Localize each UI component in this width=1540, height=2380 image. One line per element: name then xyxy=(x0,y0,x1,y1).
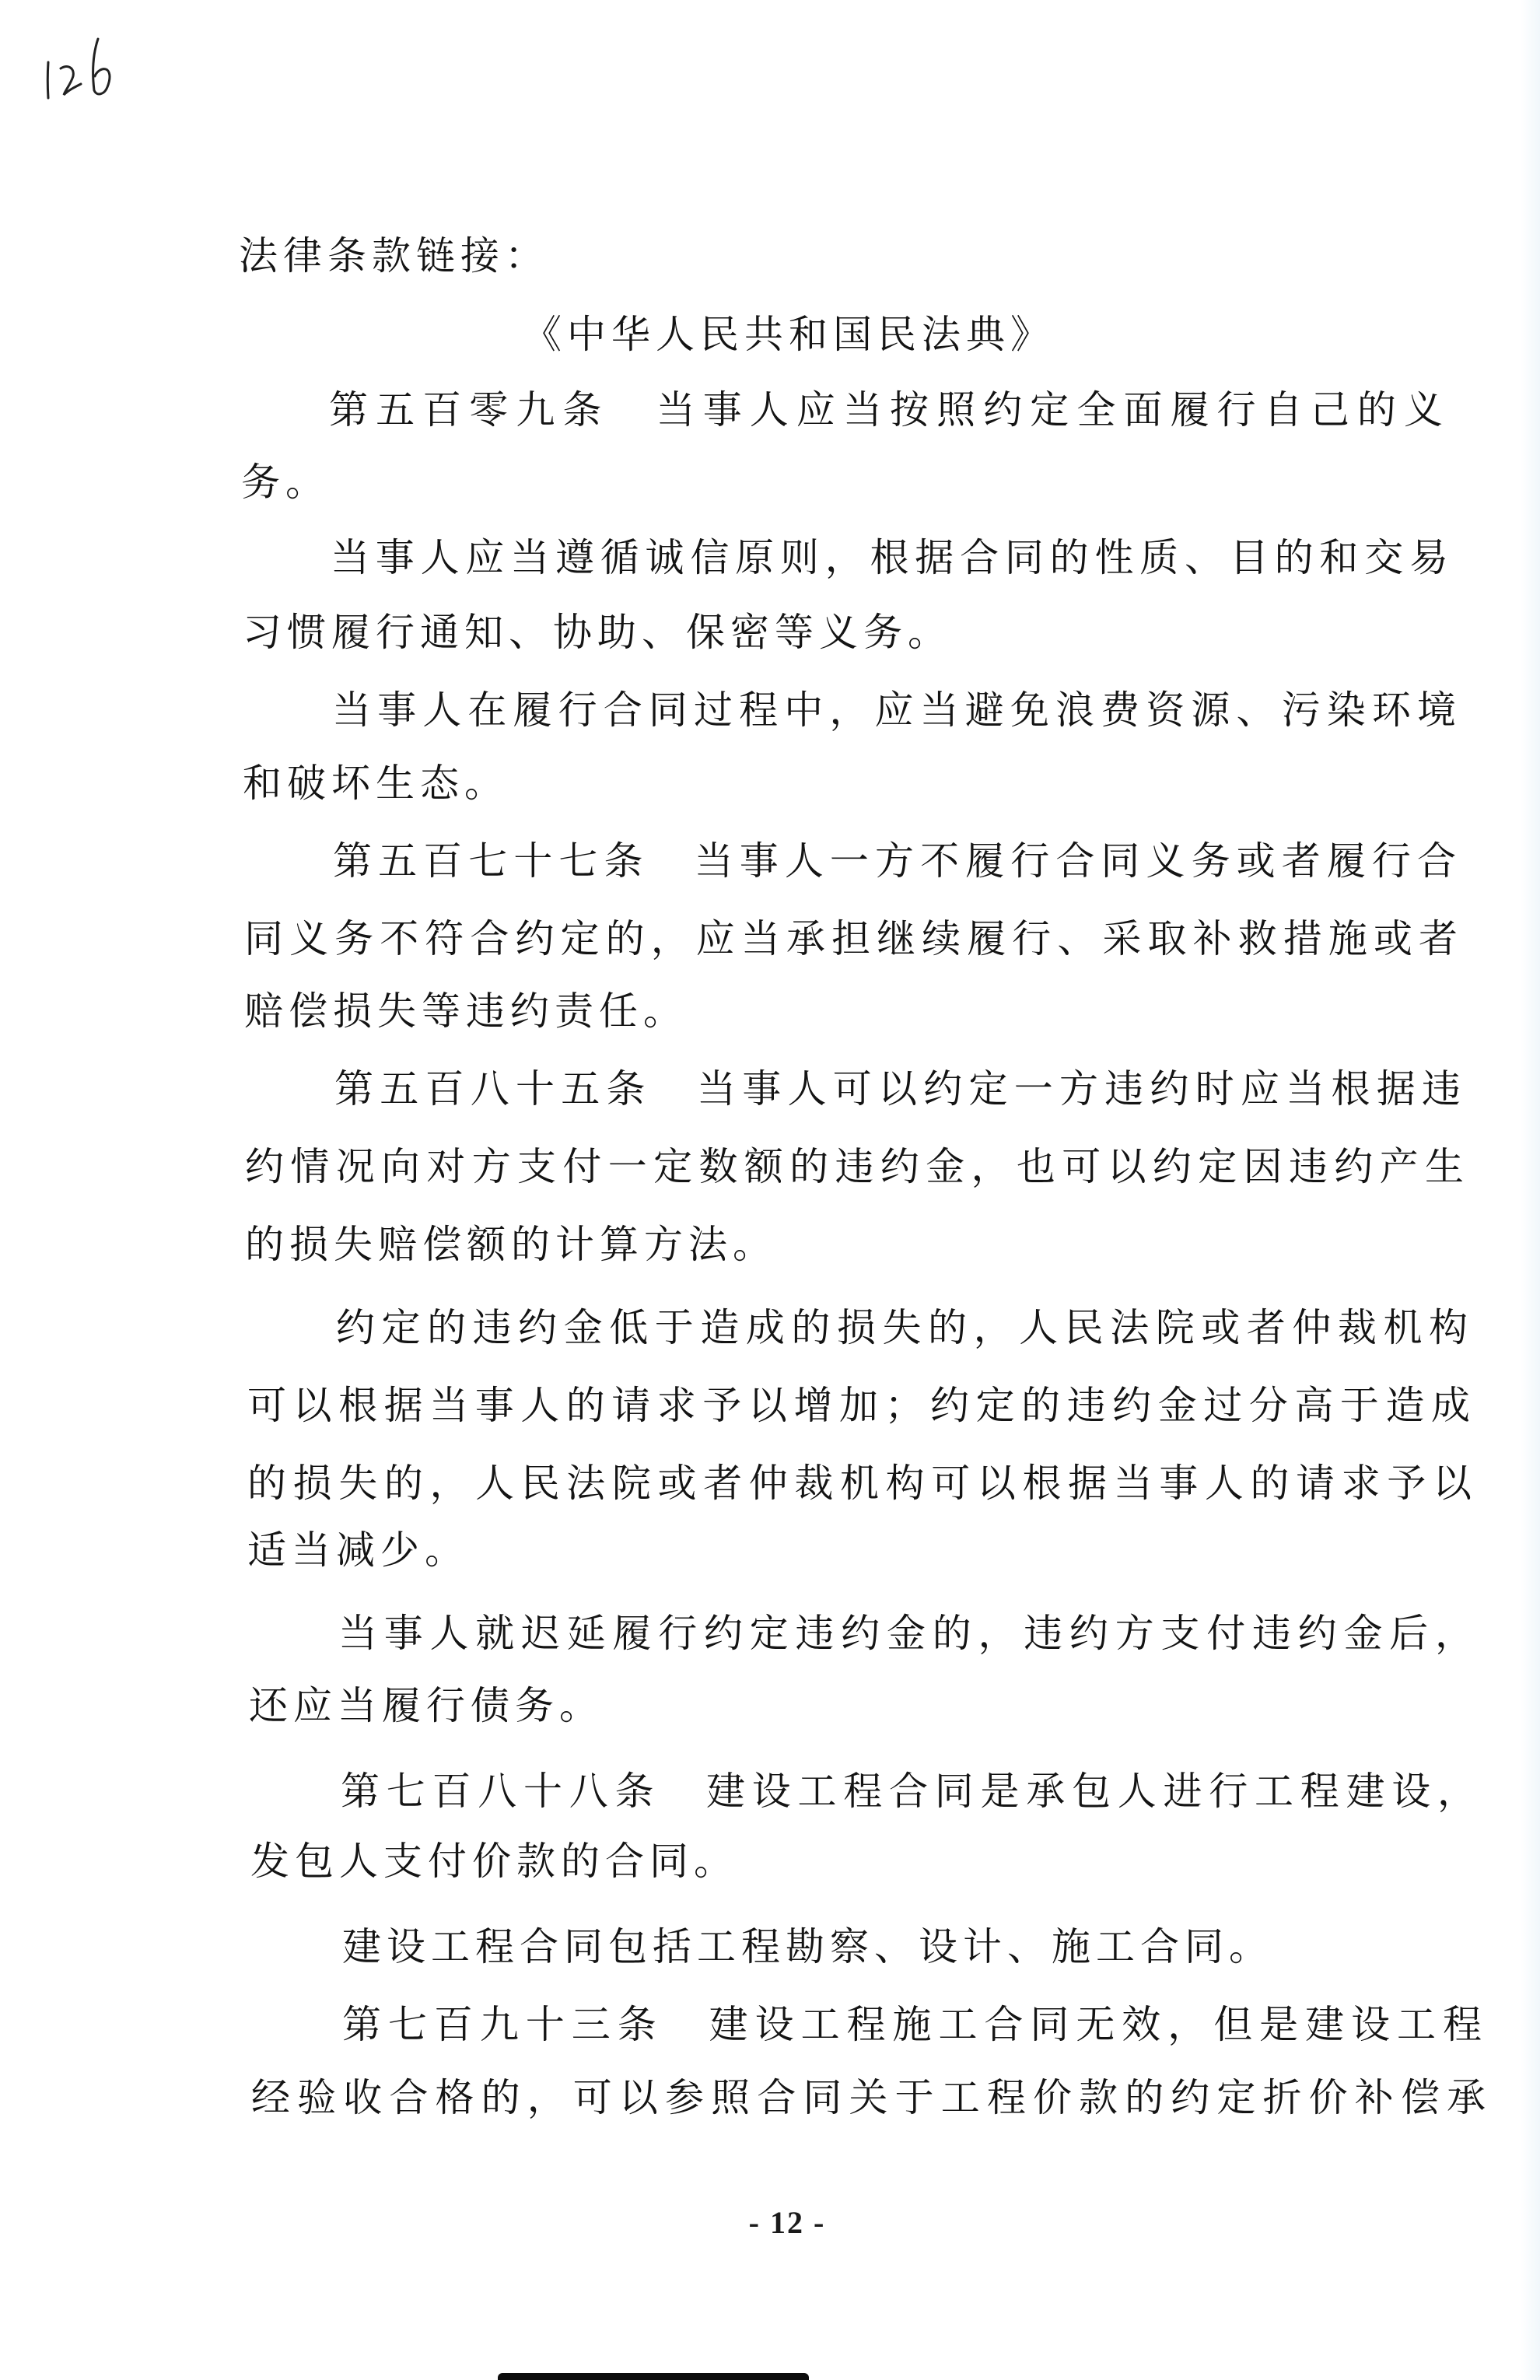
text-line: 可以根据当事人的请求予以增加；约定的违约金过分高于造成 xyxy=(247,1383,1470,1428)
text-line: 经验收合格的，可以参照合同关于工程价款的约定折价补偿承 xyxy=(251,2075,1486,2120)
text-line: 的损失赔偿额的计算方法。 xyxy=(245,1222,777,1267)
text-line: 适当减少。 xyxy=(247,1528,469,1573)
law-title: 《中华人民共和国民法典》 xyxy=(523,312,1055,357)
text-line: 第五百七十七条 当事人一方不履行合同义务或者履行合 xyxy=(333,838,1456,884)
text-line: 约定的违约金低于造成的损失的，人民法院或者仲裁机构 xyxy=(336,1305,1468,1350)
text-line: 当事人就迟延履行约定违约金的，违约方支付违约金后， xyxy=(338,1611,1474,1656)
section-heading: 法律条款链接： xyxy=(239,233,549,278)
text-line: 的损失的，人民法院或者仲裁机构可以根据当事人的请求予以 xyxy=(247,1461,1472,1506)
text-line: 习惯履行通知、协助、保密等义务。 xyxy=(243,610,952,655)
text-line: 第五百零九条 当事人应当按照约定全面履行自己的义 xyxy=(329,387,1443,432)
text-line: 当事人应当遵循诚信原则，根据合同的性质、目的和交易 xyxy=(331,535,1448,580)
text-line: 务。 xyxy=(241,460,330,505)
page-number: - 12 - xyxy=(748,2205,826,2240)
handwritten-page-annotation xyxy=(34,30,120,103)
text-line: 第七百八十八条 建设工程合同是承包人进行工程建设， xyxy=(341,1769,1476,1814)
text-line: 第五百八十五条 当事人可以约定一方违约时应当根据违 xyxy=(334,1066,1461,1111)
text-line: 还应当履行债务。 xyxy=(249,1683,604,1728)
text-line: 第七百九十三条 建设工程施工合同无效，但是建设工程 xyxy=(342,2002,1482,2047)
text-line: 赔偿损失等违约责任。 xyxy=(244,989,688,1034)
text-line: 当事人在履行合同过程中，应当避免浪费资源、污染环境 xyxy=(332,688,1456,733)
scan-edge-shadow xyxy=(498,2373,809,2380)
text-line: 约情况向对方支付一定数额的违约金，也可以约定因违约产生 xyxy=(245,1144,1464,1189)
text-line: 发包人支付价款的合同。 xyxy=(250,1839,738,1884)
text-line: 同义务不符合约定的，应当承担继续履行、采取补救措施或者 xyxy=(244,916,1458,961)
text-line: 和破坏生态。 xyxy=(243,761,509,806)
text-line: 建设工程合同包括工程勘察、设计、施工合同。 xyxy=(342,1924,1273,1969)
